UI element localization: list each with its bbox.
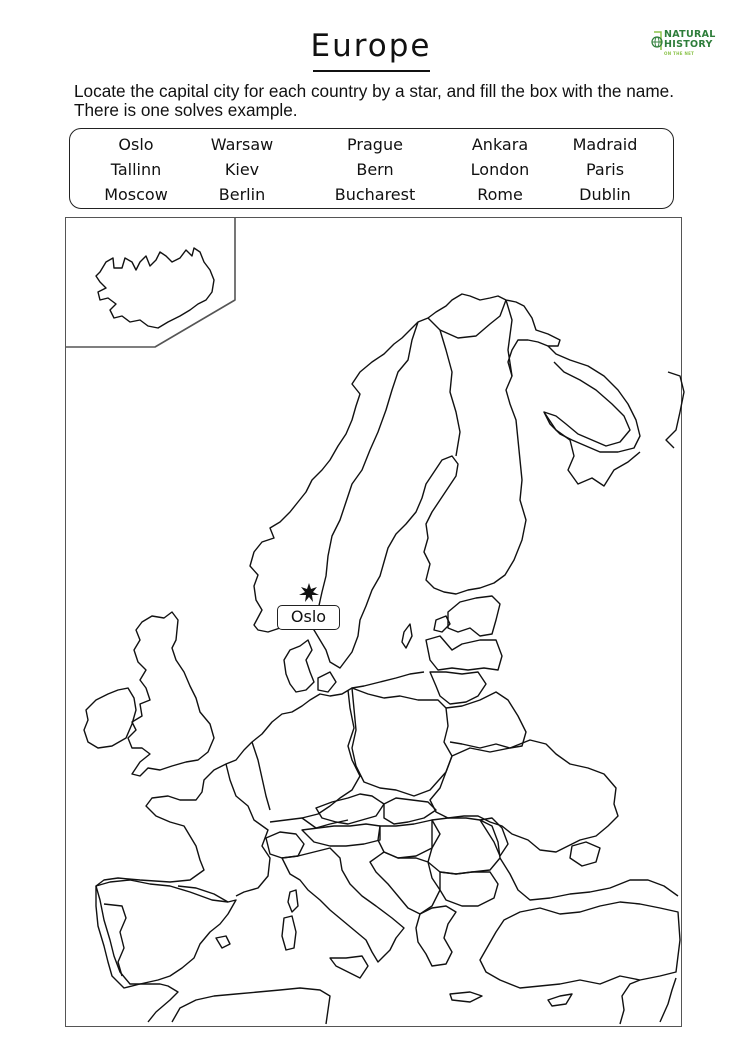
italy-outline [282, 848, 404, 962]
star-icon [298, 582, 320, 604]
word-bucharest: Bucharest [334, 185, 416, 204]
iceland-inset-frame [66, 218, 235, 347]
levant-border [660, 978, 676, 1022]
slovakia-outline [384, 798, 436, 824]
estonia-outline [448, 596, 500, 636]
portugal-border [104, 904, 126, 976]
word-london: London [470, 160, 530, 179]
word-tallinn: Tallinn [110, 160, 162, 179]
north-africa-coast [172, 988, 330, 1024]
gotland-island [402, 624, 412, 648]
sardinia-island [282, 916, 296, 950]
latvia-outline [426, 636, 502, 670]
cyprus-island [548, 994, 572, 1006]
sweden-finland-border [428, 318, 460, 456]
word-madraid: Madraid [572, 135, 638, 154]
kola-coast [544, 346, 640, 452]
instructions-text: Locate the capital city for each country by a star, and fill the box with the name. There is one solves example. [74, 81, 674, 120]
word-ankara: Ankara [471, 135, 529, 154]
word-kiev: Kiev [224, 160, 260, 179]
word-berlin: Berlin [218, 185, 266, 204]
greece-outline [416, 906, 456, 966]
great-britain-outline [128, 612, 214, 776]
spain-france-border [178, 886, 228, 902]
word-dublin: Dublin [579, 185, 631, 204]
crete-island [450, 992, 482, 1002]
denmark-outline [284, 640, 314, 692]
word-warsaw: Warsaw [210, 135, 274, 154]
benelux-germany-border [252, 742, 270, 810]
germany-east-border [302, 690, 360, 818]
belarus-outline [446, 692, 526, 748]
logo-line-1: NATURAL [664, 29, 716, 40]
lithuania-outline [430, 672, 486, 704]
iceland-outline [96, 248, 214, 328]
bulgaria-outline [440, 872, 498, 906]
word-rome: Rome [477, 185, 523, 204]
word-bern: Bern [356, 160, 394, 179]
turkey-outline [480, 902, 680, 988]
word-prague: Prague [347, 135, 403, 154]
sicily-island [330, 956, 368, 978]
middle-east-coast [620, 980, 640, 1024]
word-oslo: Oslo [118, 135, 154, 154]
romania-outline [428, 818, 500, 874]
balearic-islands [216, 936, 230, 948]
continent-west-coast [96, 672, 424, 1022]
worksheet-title: Europe [310, 28, 432, 64]
poland-outline [352, 688, 452, 796]
word-paris: Paris [585, 160, 625, 179]
iberia-outline [96, 880, 236, 988]
russia-north-coast [666, 372, 684, 448]
corsica-island [288, 890, 298, 912]
finland-north-border [440, 300, 506, 338]
logo-line-2: HISTORY [664, 39, 713, 50]
zealand-island [318, 672, 336, 692]
switzerland-outline [266, 832, 304, 858]
crimea-outline [570, 842, 600, 866]
ukraine-outline [430, 740, 618, 852]
logo-line-3: ON THE NET [664, 51, 695, 56]
oslo-answer-box[interactable]: Oslo [277, 605, 340, 630]
austria-outline [302, 824, 380, 846]
balkans-outline [370, 852, 440, 914]
word-moscow: Moscow [104, 185, 168, 204]
